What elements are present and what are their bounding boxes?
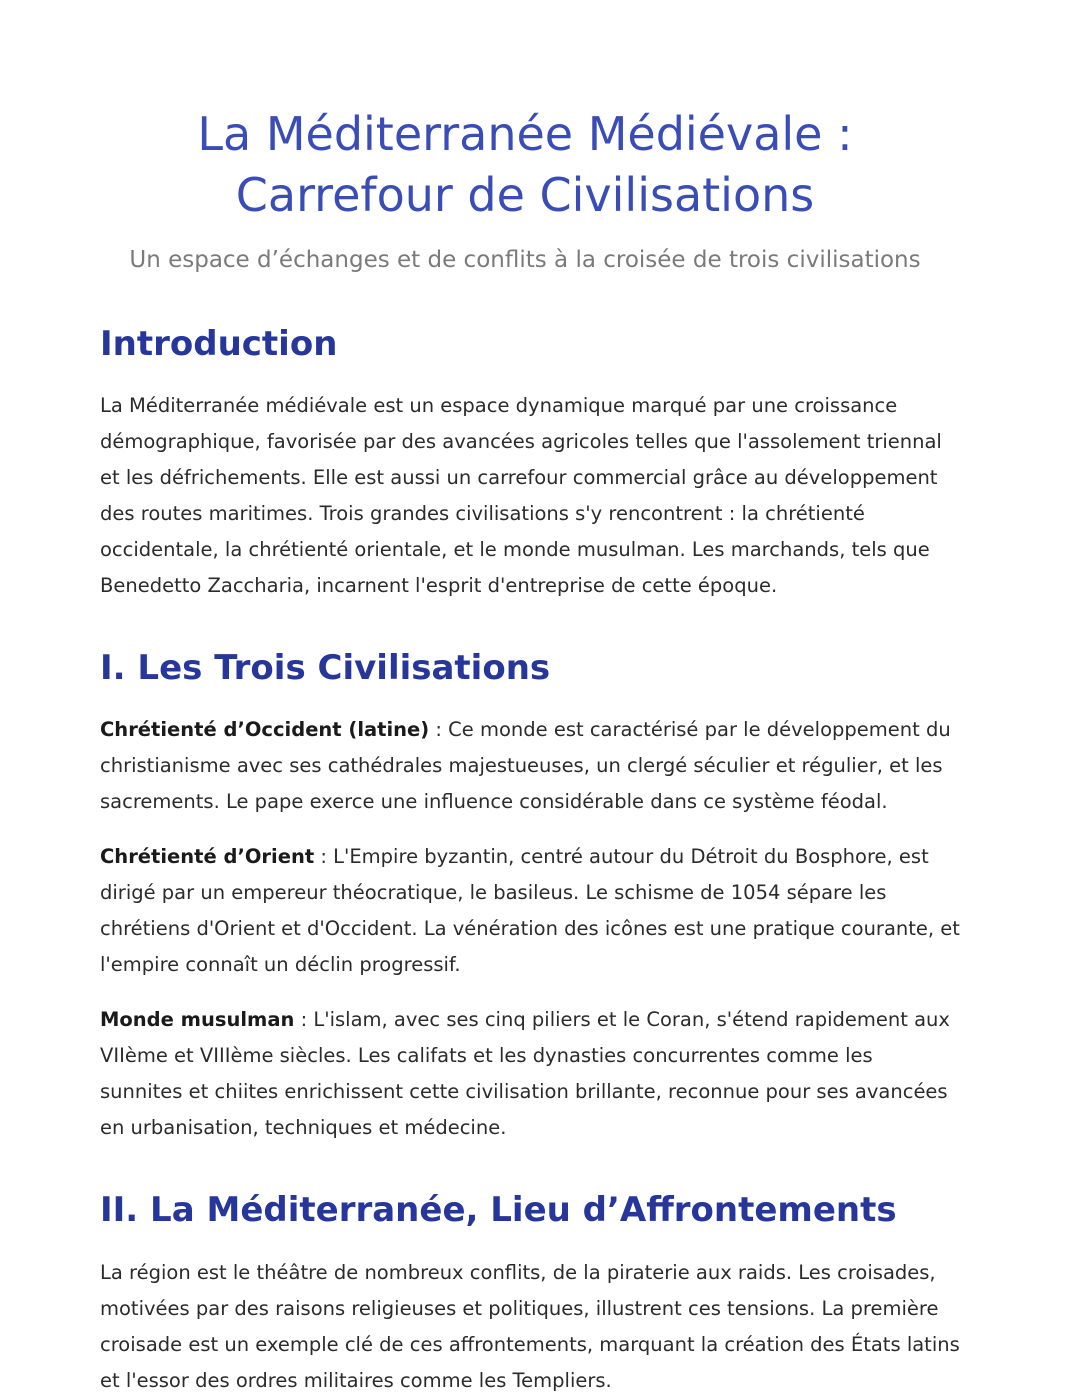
term-orient: Chrétienté d’Orient: [100, 845, 315, 868]
term-occident: Chrétienté d’Occident (latine): [100, 718, 430, 741]
introduction-heading: Introduction: [100, 324, 338, 364]
page-title: [100, 104, 950, 226]
title-line-1: La Méditerranée Médiévale :: [197, 107, 853, 161]
section-1-paragraph-occident: [100, 712, 960, 820]
text-orient: : L'Empire byzantin, centré autour du Détroit du Bosphore, est dirigé par un empereur théocratique, le basileus. Le schisme de 1054 sépare les chrétiens d'Orient et d'Occident. La vénération des icônes est une pratique courante, et l'empire connaît un déclin progressif.: [100, 845, 960, 976]
section-2-paragraph: La région est le théâtre de nombreux conflits, de la piraterie aux raids. Les croisades, motivées par des raisons religieuses et politiques, illustrent ces tensions. La première croisade est un exemple clé de ces affrontements, marquant la création des États latins et l'essor des ordres militaires comme les Templiers.: [100, 1261, 960, 1392]
section-2-heading: II. La Méditerranée, Lieu d’Affrontements: [100, 1190, 897, 1230]
title-line-2: Carrefour de Civilisations: [235, 168, 815, 222]
section-1-heading: I. Les Trois Civilisations: [100, 648, 551, 688]
term-islam: Monde musulman: [100, 1008, 295, 1031]
section-1-paragraph-orient: [100, 839, 960, 983]
section-1-paragraph-islam: [100, 1002, 960, 1146]
text-occident: : Ce monde est caractérisé par le développement du christianisme avec ses cathédrales majestueuses, un clergé séculier et régulier, et les sacrements. Le pape exerce une influence considérable dans ce système féodal.: [100, 718, 951, 813]
introduction-paragraph: La Méditerranée médiévale est un espace dynamique marqué par une croissance démographique, favorisée par des avancées agricoles telles que l'assolement triennal et les défrichements. Elle est aussi un carrefour commercial grâce au développement des routes maritimes. Trois grandes civilisations s'y rencontrent : la chrétienté occidentale, la chrétienté orientale, et le monde musulman. Les marchands, tels que Benedetto Zaccharia, incarnent l'esprit d'entreprise de cette époque.: [100, 394, 942, 597]
text-islam: : L'islam, avec ses cinq piliers et le Coran, s'étend rapidement aux VIIème et VIIIème siècles. Les califats et les dynasties concurrentes comme les sunnites et chiites enrichissent cette civilisation brillante, reconnue pour ses avancées en urbanisation, techniques et médecine.: [100, 1008, 950, 1139]
page-subtitle: Un espace d’échanges et de conflits à la croisée de trois civilisations: [129, 247, 921, 273]
